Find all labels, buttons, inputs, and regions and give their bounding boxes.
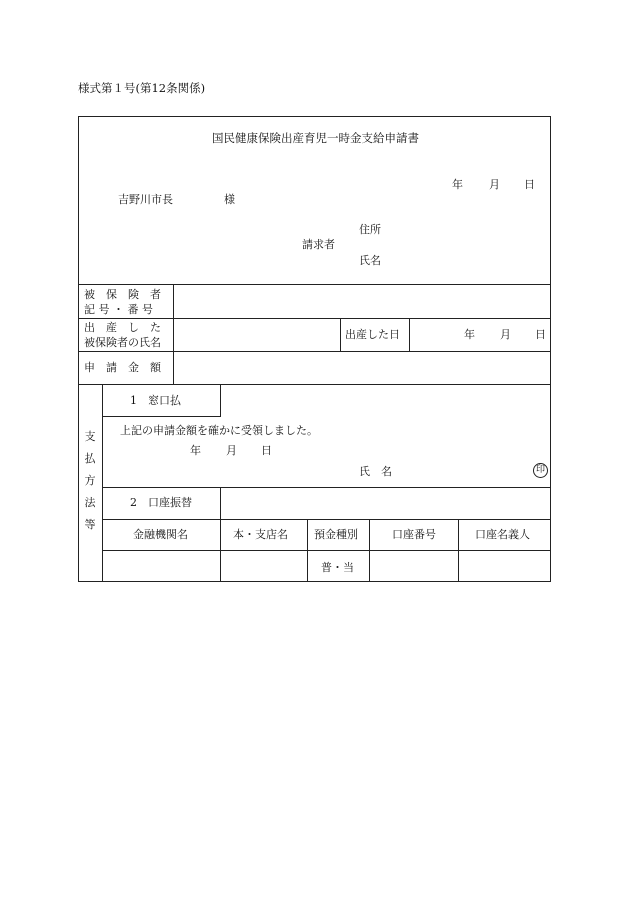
divider: [220, 384, 221, 416]
birth-date-year: 年: [464, 328, 475, 341]
divider: [409, 318, 410, 351]
signature-field[interactable]: [395, 462, 525, 480]
insured-number-field[interactable]: [176, 287, 548, 316]
divider: [78, 284, 551, 285]
insured-number-label-line2: 記 号 ・ 番 号: [84, 303, 153, 316]
name-label: 氏名: [359, 254, 381, 267]
date-month-label: 月: [489, 178, 500, 191]
divider: [78, 351, 551, 352]
payment-side-char: 方: [84, 474, 96, 487]
bank-header-institution: 金融機関名: [133, 528, 188, 541]
divider: [173, 284, 174, 384]
payment-side-char: 支: [84, 430, 96, 443]
honorific: 様: [224, 193, 235, 206]
account-number-field[interactable]: [371, 552, 456, 580]
bank-branch-field[interactable]: [222, 552, 305, 580]
birth-label-line2: 被保険者の氏名: [84, 336, 161, 349]
amount-field[interactable]: [176, 353, 548, 382]
divider: [102, 519, 551, 520]
payment-side-char: 等: [84, 518, 96, 531]
address-label: 住所: [359, 223, 381, 236]
receipt-day: 日: [261, 444, 272, 457]
form-frame: [78, 116, 551, 582]
signature-label: 氏 名: [359, 465, 392, 478]
date-day-label: 日: [524, 178, 535, 191]
divider: [458, 519, 459, 582]
amount-label: 申 請 金 額: [84, 361, 161, 374]
receipt-year: 年: [190, 444, 201, 457]
divider: [102, 487, 551, 488]
deposit-type-value[interactable]: 普・当: [321, 561, 354, 574]
divider: [307, 519, 308, 582]
bank-header-deposit-type: 預金種別: [314, 528, 358, 541]
payment-method-side-label: [83, 426, 97, 536]
birth-date-day: 日: [535, 328, 546, 341]
divider: [78, 318, 551, 319]
bank-header-account-holder: 口座名義人: [475, 528, 530, 541]
insured-number-label-line1: 被 保 険 者: [84, 288, 161, 301]
claimant-label: 請求者: [302, 238, 335, 251]
form-title: 国民健康保険出産育児一時金支給申請書: [212, 131, 419, 145]
payment-side-char: 払: [84, 452, 96, 465]
receipt-month: 月: [226, 444, 237, 457]
receipt-statement: 上記の申請金額を確かに受領しました。: [120, 424, 318, 437]
birth-date-label: 出産した日: [345, 328, 400, 341]
form-number: 様式第１号(第12条関係): [78, 81, 206, 95]
bank-institution-field[interactable]: [104, 552, 218, 580]
birth-insured-name-field[interactable]: [176, 320, 338, 349]
option-bank-transfer: 2 口座振替: [130, 496, 192, 509]
option-counter-payment: 1 窓口払: [130, 394, 181, 407]
bank-header-account-number: 口座番号: [392, 528, 436, 541]
divider: [102, 384, 103, 582]
address-field[interactable]: [390, 220, 540, 238]
addressee: 吉野川市長: [118, 193, 173, 206]
account-holder-field[interactable]: [460, 552, 549, 580]
divider: [220, 487, 221, 582]
birth-label-line1: 出 産 し た: [84, 321, 161, 334]
date-year-label: 年: [452, 178, 463, 191]
divider: [340, 318, 341, 351]
divider: [78, 384, 551, 385]
divider: [369, 519, 370, 582]
seal-mark-icon: 印: [533, 463, 548, 478]
claimant-name-field[interactable]: [390, 251, 540, 269]
bank-header-branch: 本・支店名: [233, 528, 288, 541]
divider: [102, 550, 551, 551]
payment-side-char: 法: [84, 496, 96, 509]
divider: [102, 416, 221, 417]
birth-date-month: 月: [500, 328, 511, 341]
